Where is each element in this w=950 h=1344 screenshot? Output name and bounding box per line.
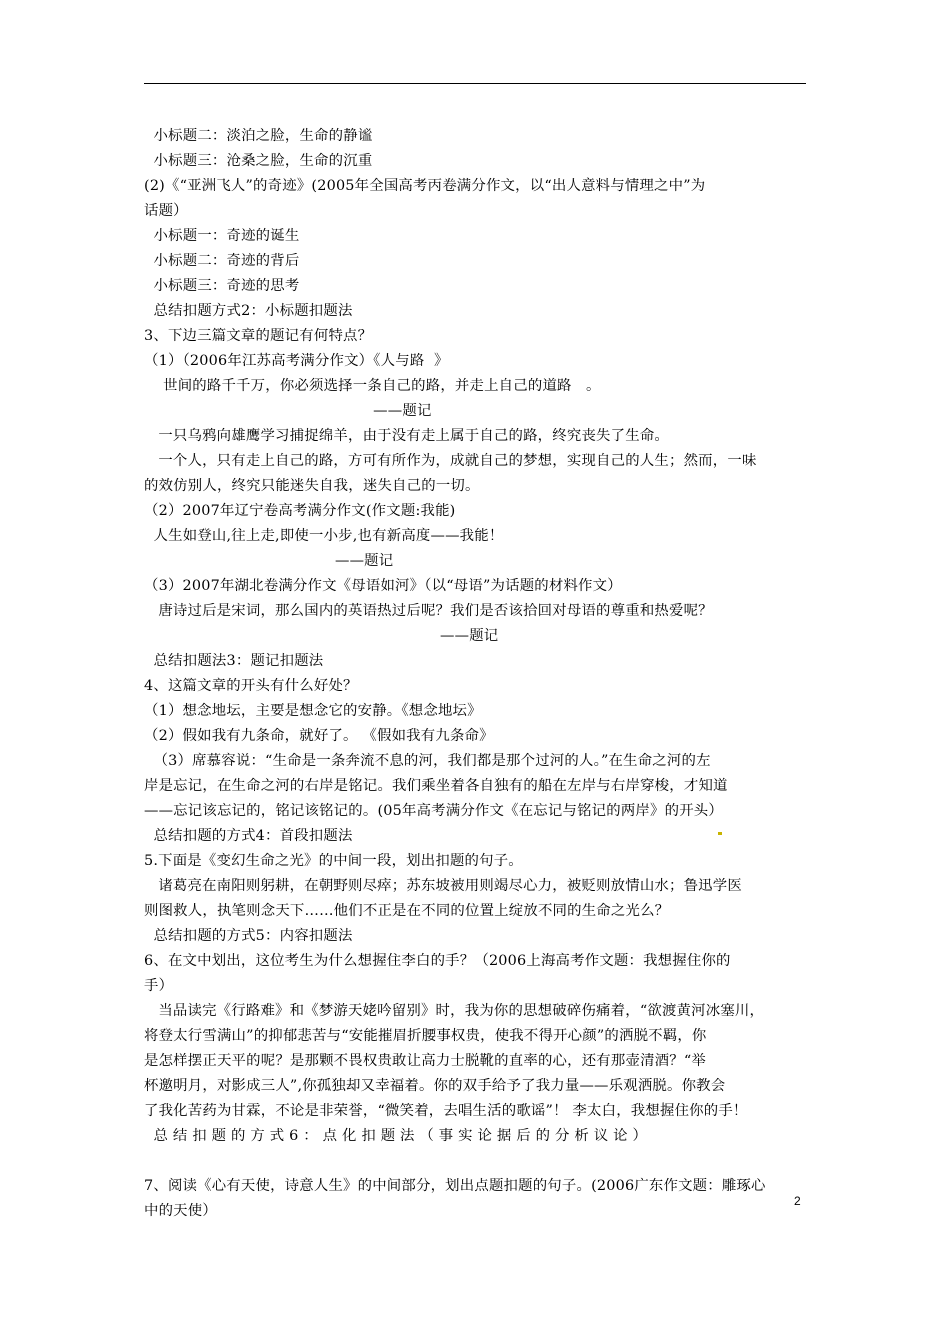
text-line: 一个人，只有走上自己的路，方可有所作为，成就自己的梦想，实现自己的人生；然而，一味 <box>144 453 757 469</box>
text-line: （3）2007年湖北卷满分作文《母语如河》（以“母语”为话题的材料作文） <box>144 578 622 594</box>
text-line: 总结扣题方式2：小标题扣题法 <box>144 303 353 319</box>
text-line: （3）席慕容说：“生命是一条奔流不息的河，我们都是那个过河的人。”在生命之河的左 <box>144 753 711 769</box>
text-line: 总结扣题法3：题记扣题法 <box>144 653 324 669</box>
text-line: ——题记 <box>144 553 394 569</box>
text-line: 7、阅读《心有天使，诗意人生》的中间部分，划出点题扣题的句子。(2006广东作文题：雕琢心 <box>144 1178 766 1194</box>
text-line: 唐诗过后是宋词，那么国内的英语热过后呢？我们是否该拾回对母语的尊重和热爱呢？ <box>144 603 713 619</box>
text-line: 6、在文中划出，这位考生为什么想握住李白的手？（2006上海高考作文题：我想握住你的 <box>144 953 731 969</box>
text-line: 则图救人，执笔则念天下……他们不正是在不同的位置上绽放不同的生命之光么？ <box>144 903 670 919</box>
text-line: ——题记 <box>144 628 499 644</box>
text-line: 世间的路千千万，你必须选择一条自己的路，并走上自己的道路 。 <box>144 378 601 394</box>
text-line: 小标题二：淡泊之脸，生命的静谧 <box>144 128 373 144</box>
text-line: 诸葛亮在南阳则躬耕，在朝野则尽瘁；苏东坡被用则竭尽心力，被贬则放情山水；鲁迅学医 <box>144 878 742 894</box>
text-line: （1）想念地坛，主要是想念它的安静。《想念地坛》 <box>144 703 482 719</box>
text-line: ——忘记该忘记的，铭记该铭记的。(05年高考满分作文《在忘记与铭记的两岸》的开头） <box>144 803 723 819</box>
page-number: 2 <box>794 1194 801 1208</box>
highlight-mark <box>718 832 722 835</box>
text-line: 一只乌鸦向雄鹰学习捕捉绵羊，由于没有走上属于自己的路，终究丧失了生命。 <box>144 428 669 444</box>
text-line: 小标题一：奇迹的诞生 <box>144 228 300 244</box>
text-line: 了我化苦药为甘霖，不论是非荣誉，“微笑着，去唱生活的歌谣”！ 李太白，我想握住你的手！ <box>144 1103 748 1119</box>
text-line: 小标题三：沧桑之脸，生命的沉重 <box>144 153 373 169</box>
text-line: 杯邀明月，对影成三人”,你孤独却又幸福着。你的双手给予了我力量——乐观洒脱。你教会 <box>144 1078 726 1094</box>
text-line: 的效仿别人，终究只能迷失自我，迷失自己的一切。 <box>144 478 480 494</box>
text-line: 5.下面是《变幻生命之光》的中间一段，划出扣题的句子。 <box>144 853 523 869</box>
text-line: 当品读完《行路难》和《梦游天姥吟留别》时，我为你的思想破碎伤痛着，“欲渡黄河冰塞川， <box>144 1003 765 1019</box>
text-line: 将登太行雪满山”的抑郁悲苦与“安能摧眉折腰事权贵，使我不得开心颜”的洒脱不羁，你 <box>144 1028 707 1044</box>
text-line: 4、这篇文章的开头有什么好处？ <box>144 678 358 694</box>
text-line: 3、下边三篇文章的题记有何特点？ <box>144 328 373 344</box>
text-line: (2)《“亚洲飞人”的奇迹》(2005年全国高考丙卷满分作文，以“出人意料与情理之中”为 <box>144 178 706 194</box>
text-line: 总 结 扣 题 的 方 式 6 ： 点 化 扣 题 法 （ 事 实 论 据 后 的 分 析 议 论 ） <box>144 1128 648 1144</box>
text-line: 中的天使） <box>144 1203 217 1219</box>
text-line: 人生如登山,往上走,即使一小步,也有新高度——我能！ <box>144 528 504 544</box>
text-line: 岸是忘记，在生命之河的右岸是铭记。我们乘坐着各自独有的船在左岸与右岸穿梭，才知道 <box>144 778 728 794</box>
text-line: （2）2007年辽宁卷高考满分作文(作文题:我能) <box>144 503 456 519</box>
text-line: （1）（2006年江苏高考满分作文）《人与路 》 <box>144 353 449 369</box>
text-line: 小标题三：奇迹的思考 <box>144 278 300 294</box>
text-line: 总结扣题的方式4：首段扣题法 <box>144 828 353 844</box>
text-line: 是怎样摆正天平的呢？是那颗不畏权贵敢让高力士脱靴的直率的心，还有那壶清酒？“举 <box>144 1053 707 1069</box>
text-line: 总结扣题的方式5：内容扣题法 <box>144 928 353 944</box>
text-line: 手） <box>144 978 174 994</box>
text-line: 小标题二：奇迹的背后 <box>144 253 300 269</box>
text-line: ——题记 <box>144 403 432 419</box>
text-line: 话题） <box>144 203 188 219</box>
text-line: （2）假如我有九条命，就好了。 《假如我有九条命》 <box>144 728 494 744</box>
header-rule <box>144 83 806 84</box>
